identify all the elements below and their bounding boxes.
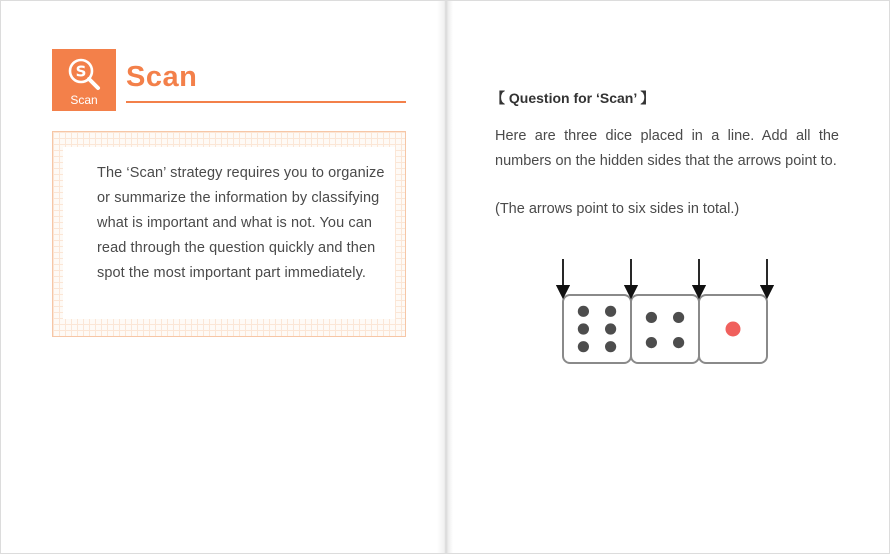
strategy-description-panel — [63, 147, 395, 319]
strategy-title: Scan — [126, 61, 198, 93]
scan-logo — [52, 49, 116, 111]
die-pip — [605, 341, 616, 352]
die — [563, 295, 631, 363]
die-pip — [578, 306, 589, 317]
strategy-description: The ‘Scan’ strategy requires you to organize or summarize the information by classifying what is important and what is not. You can read through the question quickly and then spot the most important part immediately. — [97, 165, 385, 281]
die-pip — [726, 322, 741, 337]
die-pip — [673, 337, 684, 348]
die — [699, 295, 767, 363]
die-body — [563, 295, 631, 363]
question-text: Here are three dice placed in a line. Add all the numbers on the hidden sides that the arrows point to. — [495, 128, 839, 169]
die-pip — [578, 323, 589, 334]
dice-figure — [549, 253, 779, 369]
die-pip — [605, 323, 616, 334]
die-body — [631, 295, 699, 363]
die-pip — [578, 341, 589, 352]
die-pip — [673, 312, 684, 323]
strategy-description-box — [52, 131, 406, 337]
question-title: 【 Question for ‘Scan’ 】 — [491, 90, 655, 106]
logo-label: Scan — [70, 93, 98, 107]
die-pip — [605, 306, 616, 317]
magnifier-s-icon — [66, 56, 104, 94]
question-note: (The arrows point to six sides in total.) — [495, 201, 740, 217]
die-pip — [646, 312, 657, 323]
svg-text:S: S — [75, 62, 87, 81]
book-spine — [437, 1, 453, 553]
die-pip — [646, 337, 657, 348]
die — [631, 295, 699, 363]
title-underline — [126, 101, 406, 103]
